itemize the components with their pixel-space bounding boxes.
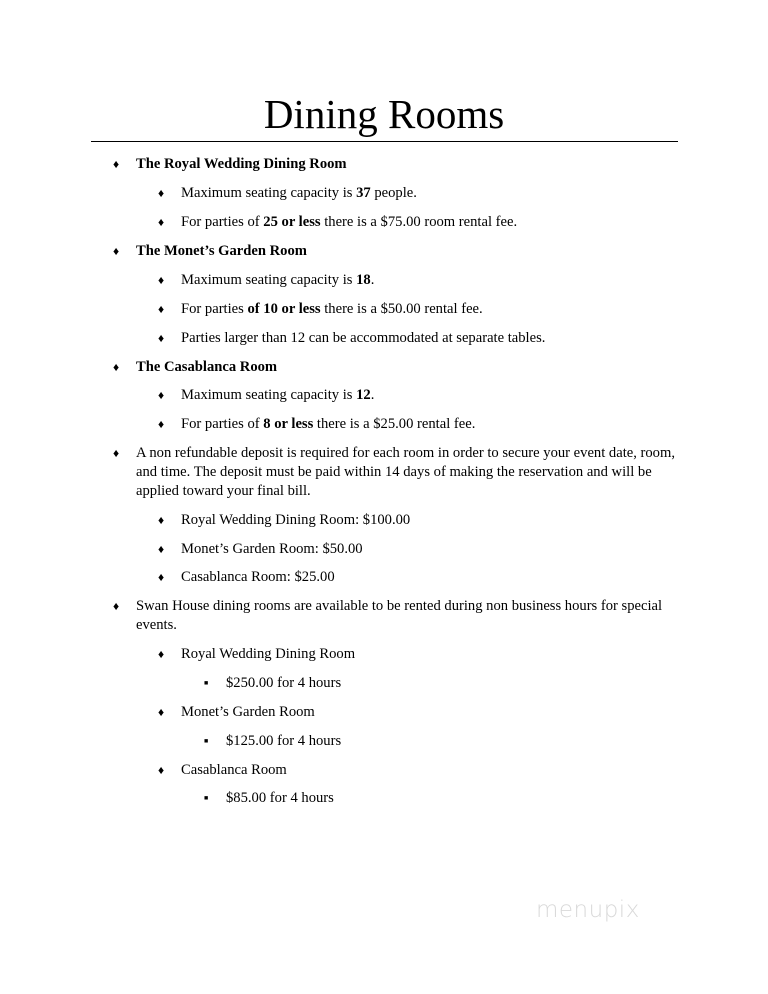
room-monets-garden bbox=[113, 242, 676, 261]
events-paragraph: ♦ Swan House dining rooms are available to be rented during non business hours for special events. bbox=[113, 598, 663, 633]
deposit-item: ♦ Monet’s Garden Room: $50.00 bbox=[158, 541, 363, 557]
square-bullet-icon: ■ bbox=[204, 679, 209, 687]
room-capacity: ♦ Maximum seating capacity is 18. bbox=[158, 272, 375, 288]
room-casablanca bbox=[113, 358, 676, 377]
diamond-bullet-icon: ♦ bbox=[158, 570, 165, 584]
room-name: The Casablanca Room bbox=[136, 359, 278, 375]
room-name: The Monet’s Garden Room bbox=[136, 243, 307, 259]
menupix-watermark: menupix bbox=[536, 897, 640, 923]
diamond-bullet-icon: ♦ bbox=[158, 542, 165, 556]
event-price: ■ $250.00 for 4 hours bbox=[204, 675, 342, 691]
diamond-bullet-icon: ♦ bbox=[113, 244, 120, 258]
room-capacity: ♦ Maximum seating capacity is 37 people. bbox=[158, 185, 417, 201]
room-fee: ♦ For parties of 25 or less there is a $75.00 room rental fee. bbox=[158, 214, 518, 230]
square-bullet-icon: ■ bbox=[204, 794, 209, 802]
event-room: ♦ Monet’s Garden Room bbox=[158, 704, 315, 720]
square-bullet-icon: ■ bbox=[204, 737, 209, 745]
diamond-bullet-icon: ♦ bbox=[158, 647, 165, 661]
title-divider bbox=[91, 141, 678, 142]
diamond-bullet-icon: ♦ bbox=[158, 763, 165, 777]
diamond-bullet-icon: ♦ bbox=[158, 705, 165, 719]
event-price: ■ $85.00 for 4 hours bbox=[204, 790, 334, 806]
room-royal-wedding bbox=[113, 155, 676, 174]
diamond-bullet-icon: ♦ bbox=[158, 388, 165, 402]
room-note: ♦ Parties larger than 12 can be accommodated at separate tables. bbox=[158, 330, 546, 346]
diamond-bullet-icon: ♦ bbox=[158, 331, 165, 345]
event-price: ■ $125.00 for 4 hours bbox=[204, 733, 342, 749]
deposit-paragraph: ♦ A non refundable deposit is required for each room in order to secure your event date, room, and time. The deposit must be paid within 14 days of making the reservation and will be applied toward your final bill. bbox=[113, 445, 675, 499]
diamond-bullet-icon: ♦ bbox=[158, 273, 165, 287]
diamond-bullet-icon: ♦ bbox=[158, 302, 165, 316]
diamond-bullet-icon: ♦ bbox=[113, 446, 120, 460]
room-name: The Royal Wedding Dining Room bbox=[136, 156, 347, 172]
deposit-item: ♦ Royal Wedding Dining Room: $100.00 bbox=[158, 512, 411, 528]
deposit-item: ♦ Casablanca Room: $25.00 bbox=[158, 569, 335, 585]
diamond-bullet-icon: ♦ bbox=[113, 157, 120, 171]
diamond-bullet-icon: ♦ bbox=[158, 215, 165, 229]
diamond-bullet-icon: ♦ bbox=[158, 186, 165, 200]
page-title: Dining Rooms bbox=[263, 91, 505, 137]
diamond-bullet-icon: ♦ bbox=[158, 513, 165, 527]
diamond-bullet-icon: ♦ bbox=[158, 417, 165, 431]
room-fee: ♦ For parties of 10 or less there is a $50.00 rental fee. bbox=[158, 301, 483, 317]
event-room: ♦ Royal Wedding Dining Room bbox=[158, 646, 356, 662]
diamond-bullet-icon: ♦ bbox=[113, 360, 120, 374]
room-fee: ♦ For parties of 8 or less there is a $25.00 rental fee. bbox=[158, 416, 476, 432]
diamond-bullet-icon: ♦ bbox=[113, 599, 120, 613]
room-capacity: ♦ Maximum seating capacity is 12. bbox=[158, 387, 375, 403]
event-room: ♦ Casablanca Room bbox=[158, 762, 287, 778]
